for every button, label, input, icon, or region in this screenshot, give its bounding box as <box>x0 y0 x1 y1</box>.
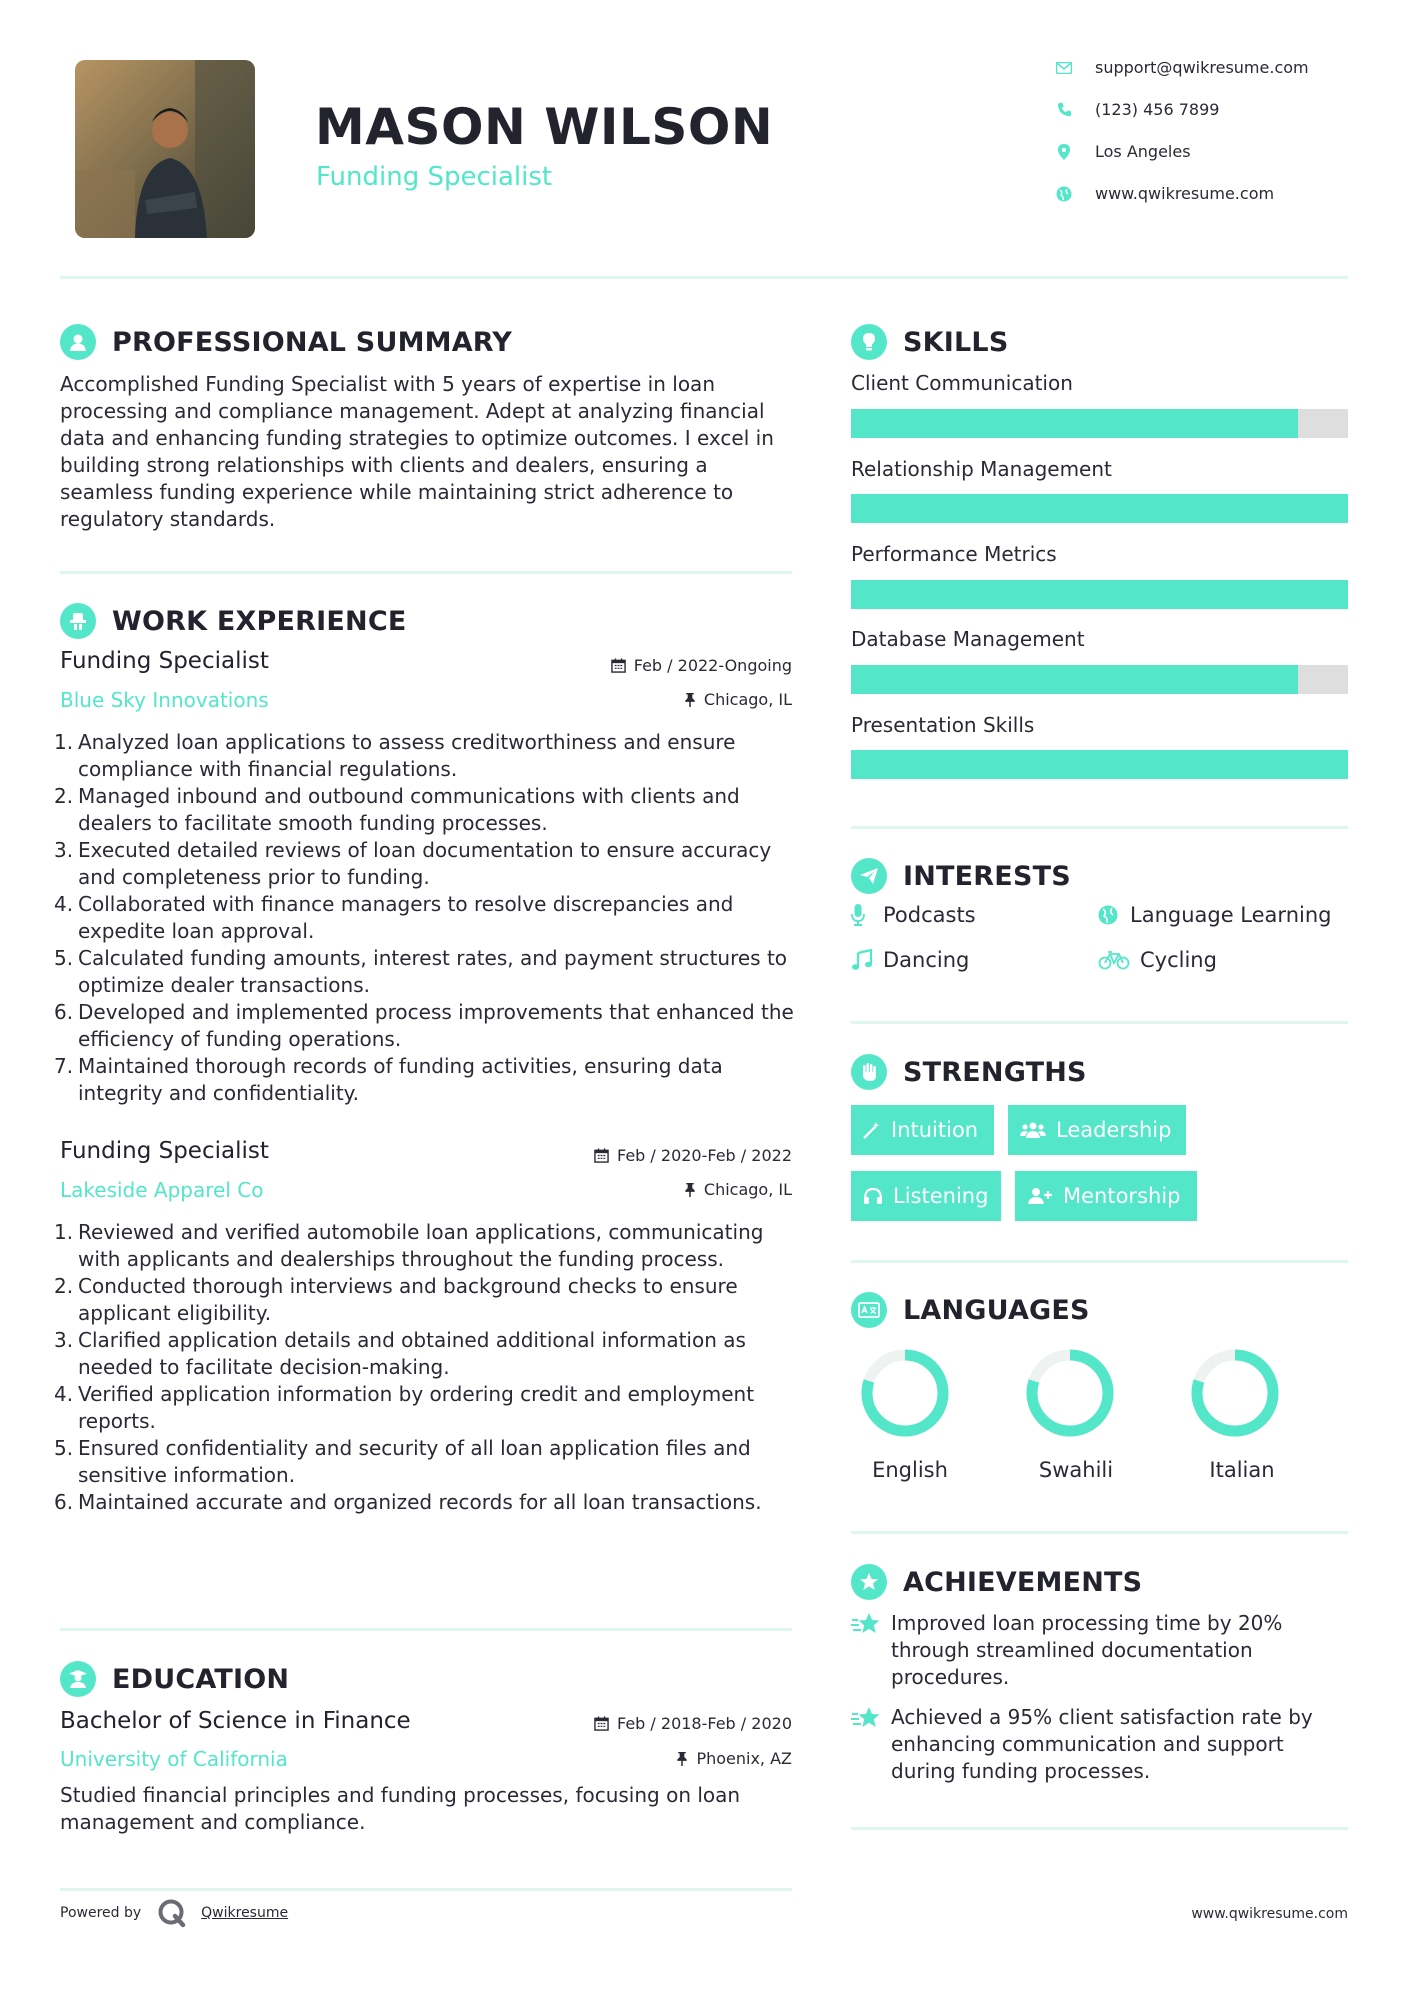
list-item: Maintained thorough records of funding activities, ensuring data integrity and confidentiality. <box>78 1054 723 1105</box>
languages-divider <box>851 1531 1348 1534</box>
star-icon <box>851 1704 891 1785</box>
list-item: Reviewed and verified automobile loan applications, communicating with applicants and dealerships throughout the funding process. <box>78 1220 764 1271</box>
job-duties <box>60 729 800 1107</box>
experience-heading: WORK EXPERIENCE <box>60 603 406 639</box>
list-item: Ensured confidentiality and security of all loan application files and sensitive information. <box>78 1436 751 1487</box>
phone-icon <box>1055 101 1073 119</box>
degree-title: Bachelor of Science in Finance <box>60 1708 411 1734</box>
skill-bar-fill <box>851 665 1298 694</box>
contact-phone-text: (123) 456 7899 <box>1095 100 1220 119</box>
user-plus-icon <box>1027 1187 1053 1205</box>
language-ring <box>860 1348 950 1438</box>
powered-by-label: Powered by <box>60 1905 142 1921</box>
header-divider <box>60 276 1348 279</box>
contact-location <box>1055 142 1191 161</box>
experience-divider <box>60 1628 792 1631</box>
star-icon <box>851 1610 891 1691</box>
skill-name: Relationship Management <box>851 457 1112 481</box>
achievements-divider <box>851 1827 1348 1830</box>
skill-bar <box>851 494 1348 523</box>
music-note-icon <box>851 949 879 971</box>
education-heading: EDUCATION <box>60 1661 289 1697</box>
summary-text: Accomplished Funding Specialist with 5 years of expertise in loan processing and compliance management. Adept at analyzing financial data and enhancing funding strategies to optimize outcomes. I excel in building strong relationships with clients and dealers, ensuring a seamless funding experience while maintaining strict adherence to regulatory standards. <box>60 372 774 531</box>
education-divider <box>60 1888 792 1891</box>
candidate-name: MASON WILSON <box>315 98 774 156</box>
calendar-icon <box>594 1148 609 1163</box>
job-dates: Feb / 2020-Feb / 2022 <box>540 1146 792 1165</box>
job-title: Funding Specialist <box>60 648 269 674</box>
microphone-icon <box>851 904 879 926</box>
strength-chip: Mentorship <box>1015 1171 1197 1221</box>
user-icon <box>60 324 96 360</box>
list-item: Clarified application details and obtained additional information as needed to facilitate decision-making. <box>78 1328 746 1379</box>
school-name: University of California <box>60 1747 288 1771</box>
footer-brand <box>60 1898 288 1928</box>
interest-item: Dancing <box>851 948 969 972</box>
email-icon <box>1055 59 1073 77</box>
list-item: Managed inbound and outbound communications with clients and dealers to facilitate smooth funding processes. <box>78 784 740 835</box>
skill-name: Database Management <box>851 627 1085 651</box>
globe-icon <box>1098 905 1126 925</box>
calendar-icon <box>611 658 626 673</box>
headphones-icon <box>863 1187 883 1205</box>
magic-wand-icon <box>863 1121 881 1139</box>
interest-item: Cycling <box>1098 948 1217 972</box>
achievement-item: Achieved a 95% client satisfaction rate by enhancing communication and support during funding processes. <box>851 1704 1336 1785</box>
skill-bar <box>851 409 1348 438</box>
users-icon <box>1020 1121 1046 1139</box>
pin-icon <box>684 1182 696 1197</box>
job-location: Chicago, IL <box>560 1180 792 1199</box>
skill-bar <box>851 580 1348 609</box>
contact-email-text: support@qwikresume.com <box>1095 58 1309 77</box>
location-icon <box>1055 143 1073 161</box>
list-item: Verified application information by ordering credit and employment reports. <box>78 1382 755 1433</box>
strengths-divider <box>851 1260 1348 1263</box>
interest-item: Language Learning <box>1098 903 1331 927</box>
briefcase-icon <box>60 603 96 639</box>
list-item: Developed and implemented process improvements that enhanced the efficiency of funding operations. <box>78 1000 794 1051</box>
qwikresume-link[interactable]: Qwikresume <box>201 1905 289 1921</box>
list-item: Collaborated with finance managers to resolve discrepancies and expedite loan approval. <box>78 892 734 943</box>
interests-heading: INTERESTS <box>851 858 1071 894</box>
summary-divider <box>60 571 792 574</box>
interests-divider <box>851 1021 1348 1024</box>
language-name: English <box>872 1458 948 1482</box>
skill-bar <box>851 665 1348 694</box>
lightbulb-icon <box>851 324 887 360</box>
strengths-heading: STRENGTHS <box>851 1054 1087 1090</box>
job-dates: Feb / 2022-Ongoing <box>560 656 792 675</box>
qwikresume-logo-icon <box>157 1898 187 1928</box>
paper-plane-icon <box>851 858 887 894</box>
strength-chip: Leadership <box>1008 1105 1186 1155</box>
contact-phone[interactable] <box>1055 100 1219 119</box>
list-item: Executed detailed reviews of loan documentation to ensure accuracy and completeness prior to funding. <box>78 838 772 889</box>
skill-bar <box>851 750 1348 779</box>
bicycle-icon <box>1098 950 1136 970</box>
skill-bar-fill <box>851 494 1348 523</box>
strength-chip: Listening <box>851 1171 1001 1221</box>
language-icon <box>851 1292 887 1328</box>
profile-photo <box>75 60 255 238</box>
achievement-item: Improved loan processing time by 20% through streamlined documentation procedures. <box>851 1610 1336 1691</box>
language-ring <box>1025 1348 1115 1438</box>
interest-item: Podcasts <box>851 903 976 927</box>
education-location: Phoenix, AZ <box>560 1749 792 1768</box>
globe-icon <box>1055 185 1073 203</box>
list-item: Maintained accurate and organized records for all loan transactions. <box>78 1490 762 1514</box>
star-badge-icon <box>851 1564 887 1600</box>
skill-bar-fill <box>851 750 1348 779</box>
job-company: Blue Sky Innovations <box>60 688 269 712</box>
job-duties <box>60 1219 800 1516</box>
language-ring <box>1190 1348 1280 1438</box>
job-company: Lakeside Apparel Co <box>60 1178 264 1202</box>
contact-website[interactable] <box>1055 184 1274 203</box>
education-dates: Feb / 2018-Feb / 2020 <box>540 1714 792 1733</box>
achievements-heading: ACHIEVEMENTS <box>851 1564 1142 1600</box>
skill-name: Client Communication <box>851 371 1073 395</box>
job-location: Chicago, IL <box>560 690 792 709</box>
languages-heading: LANGUAGES <box>851 1292 1090 1328</box>
footer-site-link[interactable]: www.qwikresume.com <box>1191 1906 1348 1922</box>
hand-icon <box>851 1054 887 1090</box>
list-item: Conducted thorough interviews and background checks to ensure applicant eligibility. <box>78 1274 738 1325</box>
skill-bar-fill <box>851 409 1298 438</box>
list-item: Calculated funding amounts, interest rates, and payment structures to optimize dealer transactions. <box>78 946 788 997</box>
contact-website-text: www.qwikresume.com <box>1095 184 1275 203</box>
strength-chip: Intuition <box>851 1105 994 1155</box>
skills-divider <box>851 826 1348 829</box>
skill-bar-fill <box>851 580 1348 609</box>
skill-name: Performance Metrics <box>851 542 1057 566</box>
calendar-icon <box>594 1716 609 1731</box>
language-name: Italian <box>1209 1458 1275 1482</box>
language-name: Swahili <box>1038 1458 1114 1482</box>
pin-icon <box>676 1751 688 1766</box>
skills-heading: SKILLS <box>851 324 1008 360</box>
job-title: Funding Specialist <box>60 1138 269 1164</box>
candidate-title: Funding Specialist <box>316 162 553 192</box>
graduate-icon <box>60 1661 96 1697</box>
education-text: Studied financial principles and funding processes, focusing on loan management and compliance. <box>60 1783 741 1834</box>
contact-location-text: Los Angeles <box>1095 142 1191 161</box>
pin-icon <box>684 692 696 707</box>
skill-name: Presentation Skills <box>851 713 1035 737</box>
summary-heading: PROFESSIONAL SUMMARY <box>60 324 512 360</box>
list-item: Analyzed loan applications to assess creditworthiness and ensure compliance with financial regulations. <box>78 730 736 781</box>
contact-email[interactable] <box>1055 58 1309 77</box>
